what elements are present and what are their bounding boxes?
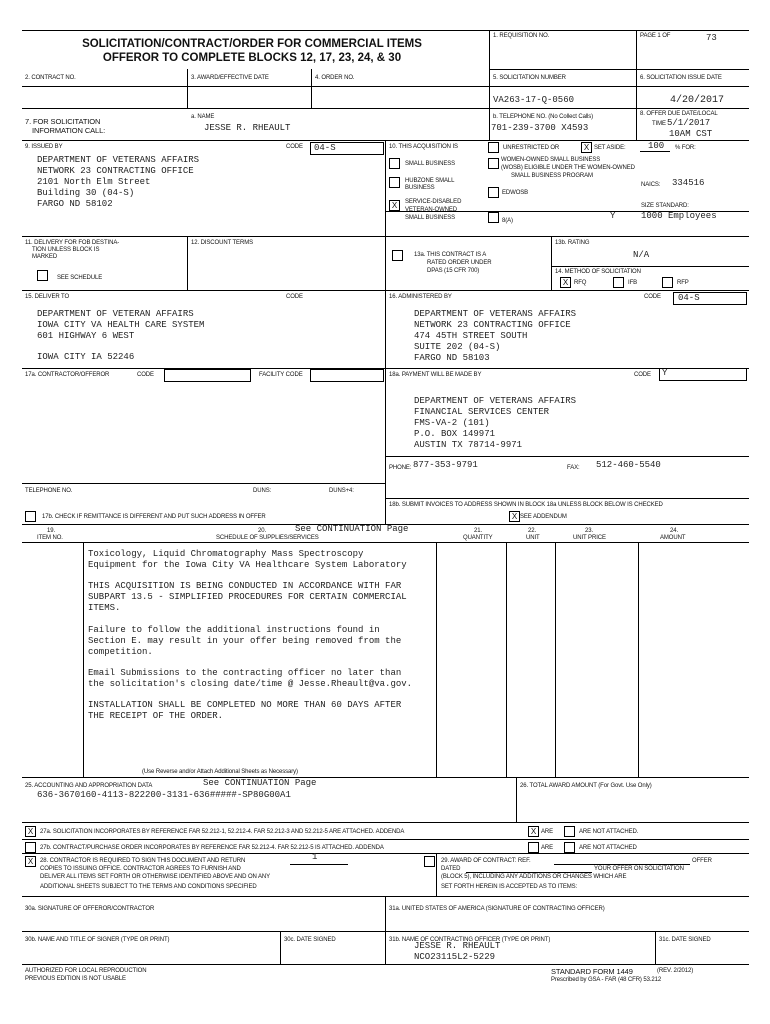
contract-no-label: 2. CONTRACT NO. — [25, 75, 76, 81]
administered-code: 04-S — [678, 293, 700, 303]
ifb-checkbox[interactable] — [613, 277, 624, 288]
27a-are-not-label: ARE NOT ATTACHED. — [579, 829, 639, 835]
rated-order-label-3: DPAS (15 CFR 700) — [427, 268, 480, 274]
facility-code-box[interactable] — [310, 369, 384, 382]
schedule-line: THIS ACQUISITION IS BEING CONDUCTED IN ACCORDANCE WITH FAR — [88, 581, 402, 591]
contractor-label: 17a. CONTRACTOR/OFFEROR — [25, 372, 110, 378]
footer-previous: PREVIOUS EDITION IS NOT USABLE — [25, 976, 126, 982]
size-standard-label: SIZE STANDARD: — [641, 203, 689, 209]
issued-by-line-2: NETWORK 23 CONTRACTING OFFICE — [37, 166, 194, 176]
27a-are-label: ARE — [541, 829, 554, 835]
see-addendum-label: SEE ADDENDUM — [520, 514, 567, 520]
rule — [22, 853, 749, 854]
col-schedule: SCHEDULE OF SUPPLIES/SERVICES — [216, 535, 319, 541]
name-label: a. NAME — [191, 114, 215, 120]
col-amount: AMOUNT — [660, 535, 686, 541]
schedule-line: Email Submissions to the contracting officer no later than — [88, 668, 402, 678]
rule — [385, 896, 386, 964]
see-schedule-checkbox[interactable] — [37, 270, 48, 281]
payment-line-1: DEPARTMENT OF VETERANS AFFAIRS — [414, 396, 577, 406]
deliver-to-label: 15. DELIVER TO — [25, 294, 70, 300]
acquisition-label: 10. THIS ACQUISITION IS — [389, 144, 458, 150]
8a-value: Y — [610, 211, 616, 221]
co-name: JESSE R. RHEAULT — [414, 941, 501, 951]
rule — [22, 483, 385, 484]
administered-line-5: FARGO ND 58103 — [414, 353, 490, 363]
rule — [22, 86, 749, 87]
issued-by-label: 9. ISSUED BY — [25, 144, 63, 150]
wosb-label-2: (WOSB) ELIGIBLE UNDER THE WOMEN-OWNED — [501, 165, 635, 171]
dated-underline — [466, 872, 592, 873]
col-item-no: ITEM NO. — [37, 535, 63, 541]
deliver-to-line-1: DEPARTMENT OF VETERAN AFFAIRS — [37, 309, 194, 319]
schedule-see-continuation: See CONTINUATION Page — [295, 524, 409, 534]
payment-code-label: CODE — [634, 372, 651, 378]
rated-order-label-2: RATED ORDER UNDER — [427, 260, 492, 266]
accounting-data: 636-3670160-4113-822200-3131-636#####-SP80G00A1 — [37, 790, 291, 800]
footer-standard-form: STANDARD FORM 1449 — [551, 967, 633, 976]
deliver-to-code-label: CODE — [286, 294, 303, 300]
issued-by-line-5: FARGO ND 58102 — [37, 199, 113, 209]
28-checkbox[interactable]: X — [25, 856, 36, 867]
signer-date-label: 30c. DATE SIGNED — [284, 937, 336, 943]
schedule-line: Equipment for the Iowa City VA Healthcare System Laboratory — [88, 560, 407, 570]
29-checkbox[interactable] — [424, 856, 435, 867]
co-name-label: 31b. NAME OF CONTRACTING OFFICER (TYPE OR PRINT) — [389, 937, 551, 943]
rating-label: 13b. RATING — [555, 240, 590, 246]
phone-value: 877-353-9791 — [413, 460, 478, 470]
delivery-label-2: TION UNLESS BLOCK IS — [32, 247, 100, 253]
29-label-1: 29. AWARD OF CONTRACT: REF. — [441, 858, 531, 864]
duns-label: DUNS: — [253, 488, 272, 494]
rfp-checkbox[interactable] — [662, 277, 673, 288]
schedule-line: Toxicology, Liquid Chromatography Mass Spectroscopy — [88, 549, 364, 559]
29-dated-label: DATED — [441, 866, 461, 872]
deliver-to-line-3: 601 HIGHWAY 6 WEST — [37, 331, 135, 341]
unrestricted-checkbox[interactable] — [488, 142, 499, 153]
col-21-num: 21. — [474, 528, 483, 534]
page-total: 73 — [706, 33, 717, 43]
discount-terms-label: 12. DISCOUNT TERMS — [191, 240, 253, 246]
copies-count: 1 — [312, 852, 318, 862]
rule — [22, 964, 749, 965]
co-date-label: 31c. DATE SIGNED — [659, 937, 711, 943]
remittance-label: 17b. CHECK IF REMITTANCE IS DIFFERENT AND PUT SUCH ADDRESS IN OFFER — [42, 514, 266, 520]
schedule-line: Section E. may result in your offer being removed from the — [88, 636, 402, 646]
contact-phone: 701-239-3700 X4593 — [491, 123, 589, 133]
for-solicitation-label: 7. FOR SOLICITATION — [25, 117, 101, 126]
rule — [22, 839, 749, 840]
27a-are-not-checkbox[interactable] — [564, 826, 575, 837]
rule — [83, 542, 84, 777]
schedule-line: ITEMS. — [88, 603, 121, 613]
signature-offeror-label: 30a. SIGNATURE OF OFFEROR/CONTRACTOR — [25, 906, 155, 912]
27b-are-checkbox[interactable] — [528, 842, 539, 853]
col-unit-price: UNIT PRICE — [573, 535, 606, 541]
28-label-1: 28. CONTRACTOR IS REQUIRED TO SIGN THIS DOCUMENT AND RETURN — [40, 858, 246, 864]
accounting-see-continuation: See CONTINUATION Page — [203, 778, 317, 788]
signer-name-label: 30b. NAME AND TITLE OF SIGNER (TYPE OR PRINT) — [25, 937, 170, 943]
unrestricted-label: UNRESTRICTED OR — [503, 145, 560, 151]
rule — [187, 236, 188, 290]
reverse-note: (Use Reverse and/or Attach Additional Sheets as Necessary) — [142, 769, 298, 775]
footer-prescribed: Prescribed by GSA - FAR (48 CFR) 53.212 — [551, 977, 662, 983]
schedule-line: competition. — [88, 647, 153, 657]
invoices-label: 18b. SUBMIT INVOICES TO ADDRESS SHOWN IN BLOCK 18a UNLESS BLOCK BELOW IS CHECKED — [389, 502, 663, 508]
rule — [489, 30, 490, 140]
rule — [385, 456, 749, 457]
contractor-code-label: CODE — [137, 372, 154, 378]
signature-co-label: 31a. UNITED STATES OF AMERICA (SIGNATURE OF CONTRACTING OFFICER) — [389, 906, 605, 912]
schedule-line: INSTALLATION SHALL BE COMPLETED NO MORE THAN 60 DAYS AFTER — [88, 700, 402, 710]
col-24-num: 24. — [670, 528, 679, 534]
rated-order-label-1: 13a. THIS CONTRACT IS A — [414, 252, 487, 258]
remittance-checkbox[interactable] — [25, 511, 36, 522]
28-label-4: ADDITIONAL SHEETS SUBJECT TO THE TERMS AND CONDITIONS SPECIFIED — [40, 884, 257, 890]
rule — [385, 140, 386, 524]
percent-for-label: % FOR: — [675, 145, 696, 151]
schedule-line: SUBPART 13.5 - SIMPLIFIED PROCEDURES FOR CERTAIN COMMERCIAL — [88, 592, 407, 602]
8a-label: 8(A) — [502, 218, 513, 224]
contractor-code-box[interactable] — [164, 369, 251, 382]
issued-by-code: 04-S — [314, 143, 336, 153]
schedule-line: THE RECEIPT OF THE ORDER. — [88, 711, 224, 721]
rfp-label: RFP — [677, 280, 689, 286]
payment-line-3: FMS-VA-2 (101) — [414, 418, 490, 428]
offer-due-time: 10AM CST — [669, 129, 713, 139]
rule — [436, 853, 437, 896]
payment-code-box — [659, 368, 747, 381]
administered-line-1: DEPARTMENT OF VETERANS AFFAIRS — [414, 309, 577, 319]
form-title: SOLICITATION/CONTRACT/ORDER FOR COMMERCIAL ITEMS — [82, 38, 422, 50]
small-business-label: SMALL BUSINESS — [405, 161, 456, 167]
28-label-3: DELIVER ALL ITEMS SET FORTH OR OTHERWISE IDENTIFIED ABOVE AND ON ANY — [40, 874, 271, 880]
fax-label: FAX: — [567, 465, 580, 471]
deliver-to-line-5: IOWA CITY IA 52246 — [37, 352, 135, 362]
27b-are-label: ARE — [541, 845, 554, 851]
set-aside-checkbox[interactable]: X — [581, 142, 592, 153]
requisition-label: 1. REQUISITION NO. — [493, 33, 550, 39]
sdvosb-checkbox[interactable]: X — [389, 200, 400, 211]
rule — [22, 542, 749, 543]
footer-rev: (REV. 2/2012) — [657, 968, 694, 974]
order-no-label: 4. ORDER NO. — [315, 75, 355, 81]
28-label-2: COPIES TO ISSUING OFFICE. CONTRACTOR AGREES TO FURNISH AND — [40, 866, 241, 872]
small-business-checkbox[interactable] — [389, 158, 400, 169]
offer-time-label: TIME — [652, 121, 666, 127]
rated-order-checkbox[interactable] — [392, 250, 403, 261]
29-label-4: SET FORTH HEREIN IS ACCEPTED AS TO ITEMS: — [441, 884, 578, 890]
payment-code: Y — [662, 368, 668, 378]
sdvosb-label-3: SMALL BUSINESS — [405, 215, 456, 221]
col-20-num: 20. — [258, 528, 267, 534]
solicitation-number: VA263-17-Q-0560 — [493, 95, 575, 105]
telephone-label: b. TELEPHONE NO. (No Collect Calls) — [493, 114, 594, 120]
rule — [187, 69, 188, 108]
rfq-checkbox[interactable]: X — [560, 277, 571, 288]
administered-line-3: 474 45TH STREET SOUTH — [414, 331, 528, 341]
col-23-num: 23. — [585, 528, 594, 534]
rating-value: N/A — [633, 250, 650, 260]
29-label-2: YOUR OFFER ON SOLICITATION — [594, 866, 684, 872]
rule — [638, 542, 639, 777]
facility-code-label: FACILITY CODE — [259, 372, 303, 378]
col-19-num: 19. — [47, 528, 56, 534]
27b-label: 27b. CONTRACT/PURCHASE ORDER INCORPORATES BY REFERENCE FAR 52.212-4. FAR 52.212-5 IS ATTACHED. ADDENDA — [40, 845, 384, 851]
rule — [22, 777, 749, 778]
total-award-label: 26. TOTAL AWARD AMOUNT (For Govt. Use Only) — [520, 783, 652, 789]
rule — [436, 542, 437, 777]
schedule-line: the solicitation's closing date/time @ Jesse.Rheault@va.gov. — [88, 679, 413, 689]
co-warrant: NCO23115L2-5229 — [414, 952, 496, 962]
rule — [22, 30, 749, 31]
edwosb-label: EDWOSB — [502, 190, 529, 196]
rule — [311, 69, 312, 108]
rule — [22, 822, 749, 823]
rule — [551, 266, 749, 267]
administered-line-2: NETWORK 23 CONTRACTING OFFICE — [414, 320, 571, 330]
code-label: CODE — [286, 144, 303, 150]
27a-checkbox[interactable]: X — [25, 826, 36, 837]
rule — [489, 69, 749, 70]
payment-line-2: FINANCIAL SERVICES CENTER — [414, 407, 550, 417]
issue-date: 4/20/2017 — [670, 95, 725, 106]
27b-are-not-checkbox[interactable] — [564, 842, 575, 853]
copies-underline — [290, 864, 348, 865]
27a-label: 27a. SOLICITATION INCORPORATES BY REFERENCE FAR 52.212-1, 52.212-4. FAR 52.212-3 AND 52.212-5 ARE ATTACHED. ADDENDA — [40, 829, 405, 835]
administered-line-4: SUITE 202 (04-S) — [414, 342, 501, 352]
col-quantity: QUANTITY — [463, 535, 493, 541]
rule — [516, 777, 517, 822]
payment-line-5: AUSTIN TX 78714-9971 — [414, 440, 523, 450]
ref-underline — [554, 864, 690, 865]
27b-are-not-label: ARE NOT ATTACHED — [579, 845, 637, 851]
col-22-num: 22. — [528, 528, 537, 534]
8a-checkbox[interactable] — [488, 212, 499, 223]
see-addendum-checkbox[interactable]: X — [509, 511, 520, 522]
hubzone-label-2: BUSINESS — [405, 185, 435, 191]
hubzone-checkbox[interactable] — [389, 177, 400, 188]
rule — [555, 542, 556, 777]
footer-authorized: AUTHORIZED FOR LOCAL REPRODUCTION — [25, 968, 147, 974]
contact-name: JESSE R. RHEAULT — [204, 123, 291, 133]
27a-are-checkbox[interactable]: X — [528, 826, 539, 837]
rule — [655, 931, 656, 964]
wosb-label-1: WOMEN-OWNED SMALL BUSINESS — [501, 157, 601, 163]
phone-label: PHONE: — [389, 465, 412, 471]
deliver-to-line-2: IOWA CITY VA HEALTH CARE SYSTEM — [37, 320, 205, 330]
rule — [636, 30, 637, 140]
sdvosb-label-1: SERVICE-DISABLED — [405, 199, 462, 205]
for-solicitation-label-2: INFORMATION CALL: — [32, 126, 106, 135]
set-aside-label: SET ASIDE: — [594, 145, 626, 151]
naics-label: NAICS: — [641, 182, 661, 188]
accounting-label: 25. ACCOUNTING AND APPROPRIATION DATA — [25, 783, 153, 789]
telephone-no-label: TELEPHONE NO. — [25, 488, 73, 494]
29-label-3: (BLOCK 5), INCLUDING ANY ADDITIONS OR CHANGES WHICH ARE — [441, 874, 627, 880]
administered-by-label: 16. ADMINISTERED BY — [389, 294, 452, 300]
rule — [551, 236, 552, 290]
award-date-label: 3. AWARD/EFFECTIVE DATE — [191, 75, 269, 81]
method-label: 14. METHOD OF SOLICITATION — [555, 269, 641, 275]
see-schedule-label: SEE SCHEDULE — [57, 275, 103, 281]
rule — [22, 108, 749, 109]
offer-due-date: 5/1/2017 — [667, 118, 711, 128]
hubzone-label-1: HUBZONE SMALL — [405, 178, 455, 184]
page-label: PAGE 1 OF — [640, 33, 671, 39]
fax-value: 512-460-5540 — [596, 460, 661, 470]
solicitation-number-label: 5. SOLICITATION NUMBER — [493, 75, 566, 81]
29-offer-label: OFFER — [692, 858, 712, 864]
schedule-line: Failure to follow the additional instructions found in — [88, 625, 380, 635]
issued-by-line-4: Building 30 (04-S) — [37, 188, 135, 198]
rule — [506, 542, 507, 777]
set-aside-percent: 100 — [648, 141, 665, 151]
27b-checkbox[interactable] — [25, 842, 36, 853]
payment-label: 18a. PAYMENT WILL BE MADE BY — [389, 372, 482, 378]
issued-by-line-1: DEPARTMENT OF VETERANS AFFAIRS — [37, 155, 200, 165]
form-subtitle: OFFEROR TO COMPLETE BLOCKS 12, 17, 23, 24, & 30 — [102, 52, 402, 64]
size-standard-value: 1000 Employees — [641, 211, 717, 221]
ifb-label: IFB — [628, 280, 638, 286]
delivery-label-1: 11. DELIVERY FOR FOB DESTINA- — [25, 240, 120, 246]
duns4-label: DUNS+4: — [329, 488, 354, 494]
administered-code-label: CODE — [644, 294, 661, 300]
issued-by-line-3: 2101 North Elm Street — [37, 177, 151, 187]
col-unit: UNIT — [526, 535, 540, 541]
delivery-label-3: MARKED — [32, 254, 58, 260]
naics-value: 334516 — [672, 178, 705, 188]
rule — [385, 498, 749, 499]
edwosb-checkbox[interactable] — [488, 187, 499, 198]
wosb-label-3: SMALL BUSINESS PROGRAM — [511, 173, 593, 179]
rfq-label: RFQ — [574, 280, 587, 286]
payment-line-4: P.O. BOX 149971 — [414, 429, 496, 439]
sdvosb-label-2: VETERAN-OWNED — [405, 207, 458, 213]
rule — [280, 931, 281, 964]
issue-date-label: 6. SOLICITATION ISSUE DATE — [640, 75, 722, 81]
wosb-checkbox[interactable] — [488, 158, 499, 169]
offer-due-label: 8. OFFER DUE DATE/LOCAL — [640, 111, 718, 117]
